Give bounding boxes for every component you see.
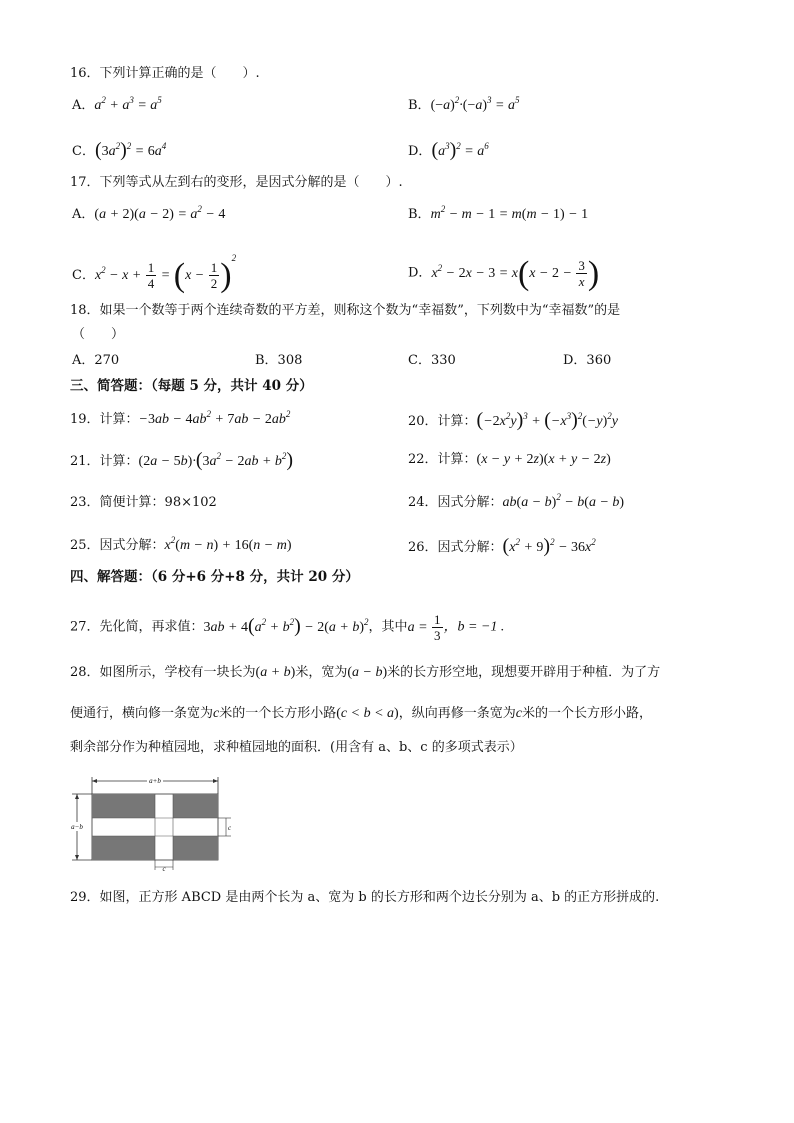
q18-stem: 18．如果一个数等于两个连续奇数的平方差，则称这个数为“幸福数”，下列数中为“幸福数”的是 bbox=[70, 303, 621, 318]
plot-top-right bbox=[173, 794, 218, 818]
q28-line-3: 剩余部分作为种植园地，求种植园地的面积．(用含有 a、b、c 的多项式表示） bbox=[70, 740, 523, 755]
q23: 23．简便计算：98×102 bbox=[70, 495, 217, 510]
q17-option-c: C．$x^2 - x$ + $\frac{1}{4}$ = (x − $\frac{1}{2}$ )$^2$ bbox=[72, 253, 237, 294]
q27: 27．先化简，再求值：$3ab + 4(a^2 + b^2) - 2(a + b)^2$，其中a = $\frac{1}{3}$ ，b = −1 . bbox=[70, 612, 505, 643]
q18-option-c: C．330 bbox=[408, 353, 456, 368]
q19: 19．计算：$-3ab - 4ab^2 + 7ab - 2ab^2$ bbox=[70, 409, 291, 427]
plot-bottom-left bbox=[92, 836, 155, 860]
q18-option-d: D．360 bbox=[563, 353, 612, 368]
q28-figure bbox=[68, 772, 238, 872]
q28-line-1: 28．如图所示，学校有一块长为(a + b)米，宽为(a − b)米的长方形空地，现想要开辟用于种植．为了方 bbox=[70, 665, 661, 680]
q17-stem: 17．下列等式从左到右的变形，是因式分解的是（ ）. bbox=[70, 175, 403, 190]
q16-stem: 16．下列计算正确的是（ ）. bbox=[70, 66, 260, 81]
q22: 22．计算：(x − y + 2z)(x + y − 2z) bbox=[408, 452, 611, 467]
q18-option-b: B．308 bbox=[255, 353, 303, 368]
q25: 25．因式分解：$x^2(m - n) + 16(n - m)$ bbox=[70, 535, 292, 553]
q16-option-d: D．$(a^3)^2 = a^6$ bbox=[408, 139, 489, 161]
q17-option-d: D．$x^2 - 2x - 3 = x(x - 2$ − $\frac{3}{x}$ ) bbox=[408, 254, 600, 292]
q29: 29．如图，正方形 ABCD 是由两个长为 a、宽为 b 的长方形和两个边长分别为 a、b 的正方形拼成的. bbox=[70, 890, 660, 905]
figure-right-label: c bbox=[228, 824, 232, 832]
plot-bottom-right bbox=[173, 836, 218, 860]
figure-top-label: a+b bbox=[149, 777, 161, 785]
plot-top-left bbox=[92, 794, 155, 818]
q21: 21．计算：$(2a - 5b)\cdot(3a^2 - 2ab + b^2)$ bbox=[70, 449, 294, 471]
q24: 24．因式分解：$ab(a - b)^2 - b(a - b)$ bbox=[408, 492, 625, 510]
q16-option-b: B．$(-a)^2\cdot(-a)^3 = a^5$ bbox=[408, 95, 520, 113]
section-4-heading: 四、解答题：（6 分+6 分+8 分，共计 20 分） bbox=[70, 569, 359, 585]
q17-option-b: B．$m^2 - m - 1 = m(m - 1) - 1$ bbox=[408, 204, 589, 222]
q26: 26．因式分解：$(x^2 + 9)^2 - 36x^2$ bbox=[408, 535, 596, 557]
section-3-heading: 三、简答题：（每题 5 分，共计 40 分） bbox=[70, 378, 313, 394]
figure-bottom-label: c bbox=[162, 865, 166, 872]
q23-expression: 98×102 bbox=[164, 495, 217, 510]
q20: 20．计算：$(-2x^2y)^3 + (-x^3)^2(-y)^2y$ bbox=[408, 409, 618, 431]
q18-stem-paren: （ ） bbox=[72, 327, 125, 342]
q28-line-2: 便通行，横向修一条宽为c米的一个长方形小路(c < b < a)，纵向再修一条宽为c米的一个长方形小路， bbox=[70, 706, 652, 721]
q18-option-a: A．270 bbox=[72, 353, 120, 368]
q16-option-a: A．$a^2 + a^3 = a^5$ bbox=[72, 95, 162, 113]
q16-option-c: C．$(3a^2)^2 = 6a^4$ bbox=[72, 139, 167, 161]
q17-option-a: A．$(a + 2)(a - 2) = a^2 - 4$ bbox=[72, 204, 226, 222]
figure-left-label: a−b bbox=[71, 823, 83, 831]
